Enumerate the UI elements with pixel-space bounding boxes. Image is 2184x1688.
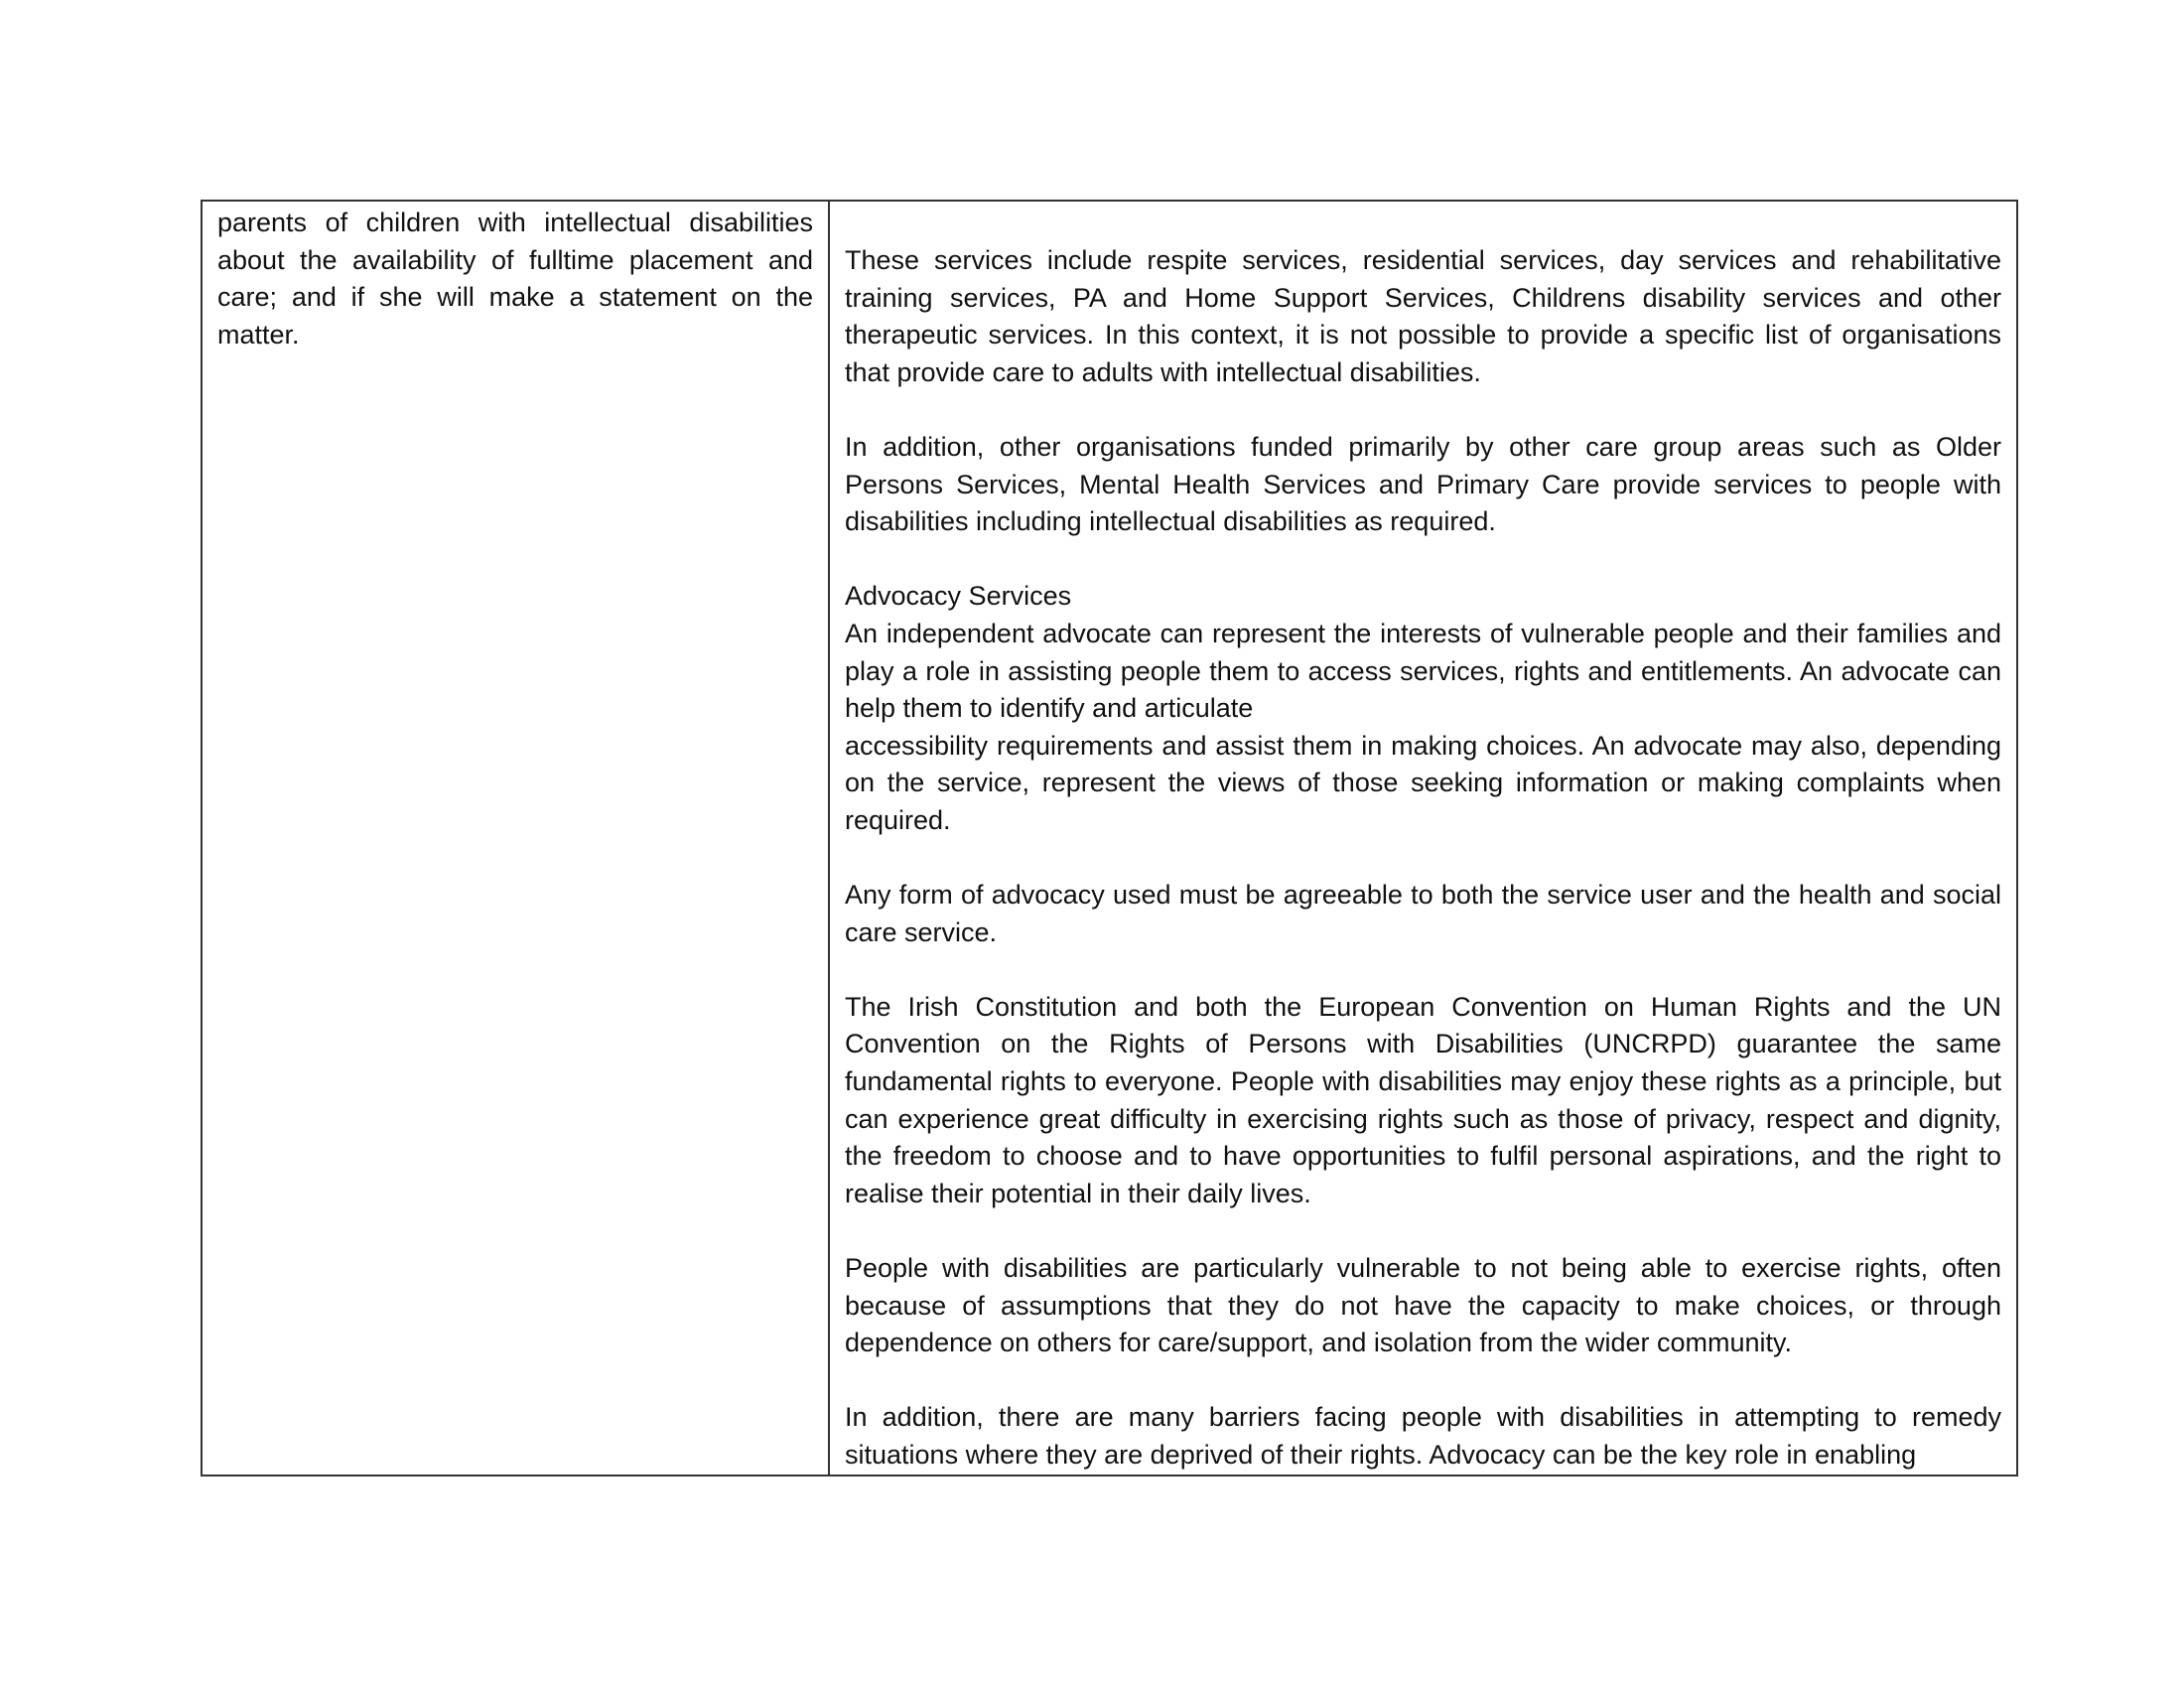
reply-cell [829, 201, 2017, 1476]
question-cell [202, 201, 829, 1476]
reply-paragraph-advocate-part1: An independent advocate can represent the interests of vulnerable people and their families and play a role in assisting people them to access services, rights and entitlements. An advocate can help them to identify and articulate [845, 618, 2001, 724]
reply-paragraph-agreeable: Any form of advocacy used must be agreeable to both the service user and the health and social care service. [845, 880, 2001, 947]
reply-paragraph-services: These services include respite services, residential services, day services and rehabilitative training services, PA and Home Support Services, Childrens disability services and other therapeutic services. In this context, it is not possible to provide a specific list of organisations that provide care to adults with intellectual disabilities. [845, 245, 2001, 387]
reply-cell-content [830, 202, 2016, 1475]
reply-paragraph-barriers: In addition, there are many barriers facing people with disabilities in attempting to remedy situations where they are deprived of their rights. Advocacy can be the key role in enabling [845, 1402, 2001, 1470]
document-table [201, 200, 2018, 1477]
question-text: parents of children with intellectual disabilities about the availability of fulltime placement and care; and if she will make a statement on the matter. [217, 208, 813, 350]
advocacy-services-heading: Advocacy Services [845, 581, 1072, 612]
question-cell-content [203, 202, 828, 353]
reply-paragraph-other-organisations: In addition, other organisations funded primarily by other care group areas such as Older Persons Services, Mental Health Services and Primary Care provide services to people with disabilities including intellectual disabilities as required. [845, 431, 2001, 537]
reply-paragraph-advocate-part2: accessibility requirements and assist them in making choices. An advocate may also, depending on the service, represent the views of those seeking information or making complaints when required. [845, 730, 2001, 835]
reply-paragraph-constitution: The Irish Constitution and both the European Convention on Human Rights and the UN Convention on the Rights of Persons with Disabilities (UNCRPD) guarantee the same fundamental rights to everyone. People with disabilities may enjoy these rights as a principle, but can experience great difficulty in exercising rights such as those of privacy, respect and dignity, the freedom to choose and to have opportunities to fulfil personal aspirations, and the right to realise their potential in their daily lives. [845, 991, 2001, 1208]
table-row [202, 201, 2017, 1476]
reply-paragraph-vulnerable: People with disabilities are particularly vulnerable to not being able to exercise rights, often because of assumptions that they do not have the capacity to make choices, or through dependence on others for care/support, and isolation from the wider community. [845, 1253, 2001, 1358]
